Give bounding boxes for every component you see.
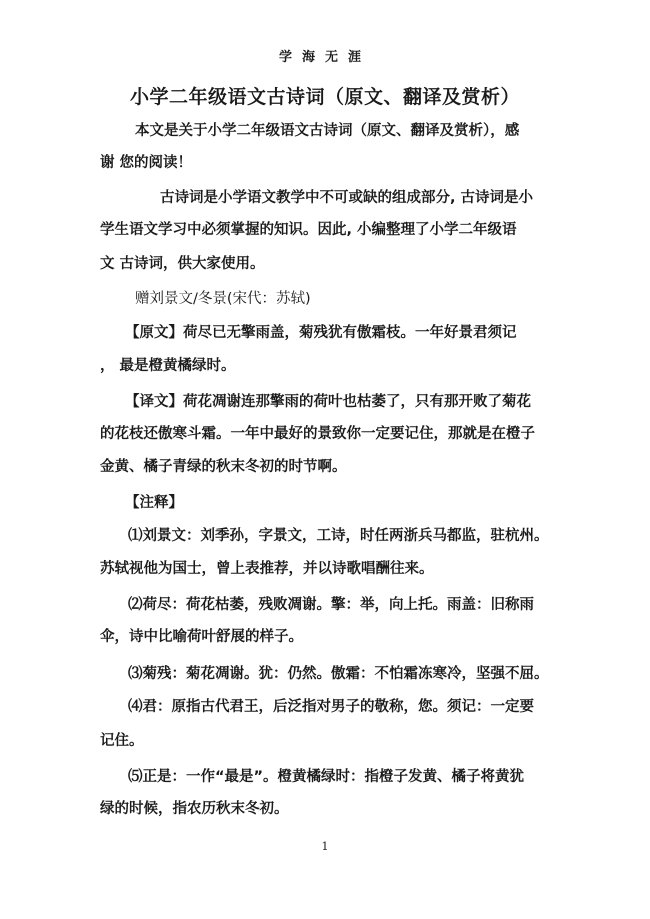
intro-line-1: 本文是关于小学二年级语文古诗词（原文、翻译及赏析），感 [135,123,520,139]
note-line-1: ⑴刘景文：刘季孙，字景文，工诗，时任两浙兵马都监，驻杭州。 [128,528,549,544]
preface-line-3: 文 古诗词，供大家使用。 [100,256,265,272]
notes-heading: 【注释】 [125,495,183,511]
note-line-9: 绿的时候，指农历秋末冬初。 [100,801,289,817]
translation-line-2: 的花枝还傲寒斗霜。一年中最好的景致你一定要记住，那就是在橙子 [100,426,535,442]
page-number: 1 [321,840,329,853]
intro-line-2: 谢 您的阅读！ [100,155,193,171]
translation-line-3: 金黄、橘子青绿的秋末冬初的时节啊。 [100,459,347,475]
original-line-2: ， 最是橙黄橘绿时。 [100,358,236,374]
note-line-4: 伞，诗中比喻荷叶舒展的样子。 [100,629,303,645]
poem-heading: 赠刘景文/冬景(宋代：苏轼) [135,291,311,307]
preface-line-1: 古诗词是小学语文教学中不可或缺的组成部分, 古诗词是小 [160,190,534,206]
preface-line-2: 学生语文学习中必须掌握的知识。因此, 小编整理了小学二年级语 [100,222,517,238]
translation-line-1: 【译文】荷花凋谢连那擎雨的荷叶也枯萎了，只有那开败了菊花 [125,394,531,410]
note-line-6: ⑷君：原指古代君王，后泛指对男子的敬称，您。须记：一定要 [128,699,534,715]
original-line-1: 【原文】荷尽已无擎雨盖，菊残犹有傲霜枝。一年好景君须记 [125,325,517,341]
note-line-5: ⑶菊残：菊花凋谢。犹：仍然。傲霜：不怕霜冻寒冷，坚强不屈。 [128,666,549,682]
note-line-3: ⑵荷尽：荷花枯萎，残败凋谢。擎：举，向上托。雨盖：旧称雨 [128,597,534,613]
running-header: 学海无涯 [278,50,371,65]
document-title: 小学二年级语文古诗词（原文、翻译及赏析） [129,86,520,108]
note-line-7: 记住。 [100,733,144,749]
note-line-8: ⑸正是：一作“最是”。橙黄橘绿时：指橙子发黄、橘子将黄犹 [128,769,525,785]
note-line-2: 苏轼视他为国士，曾上表推荐，并以诗歌唱酬往来。 [100,561,434,577]
